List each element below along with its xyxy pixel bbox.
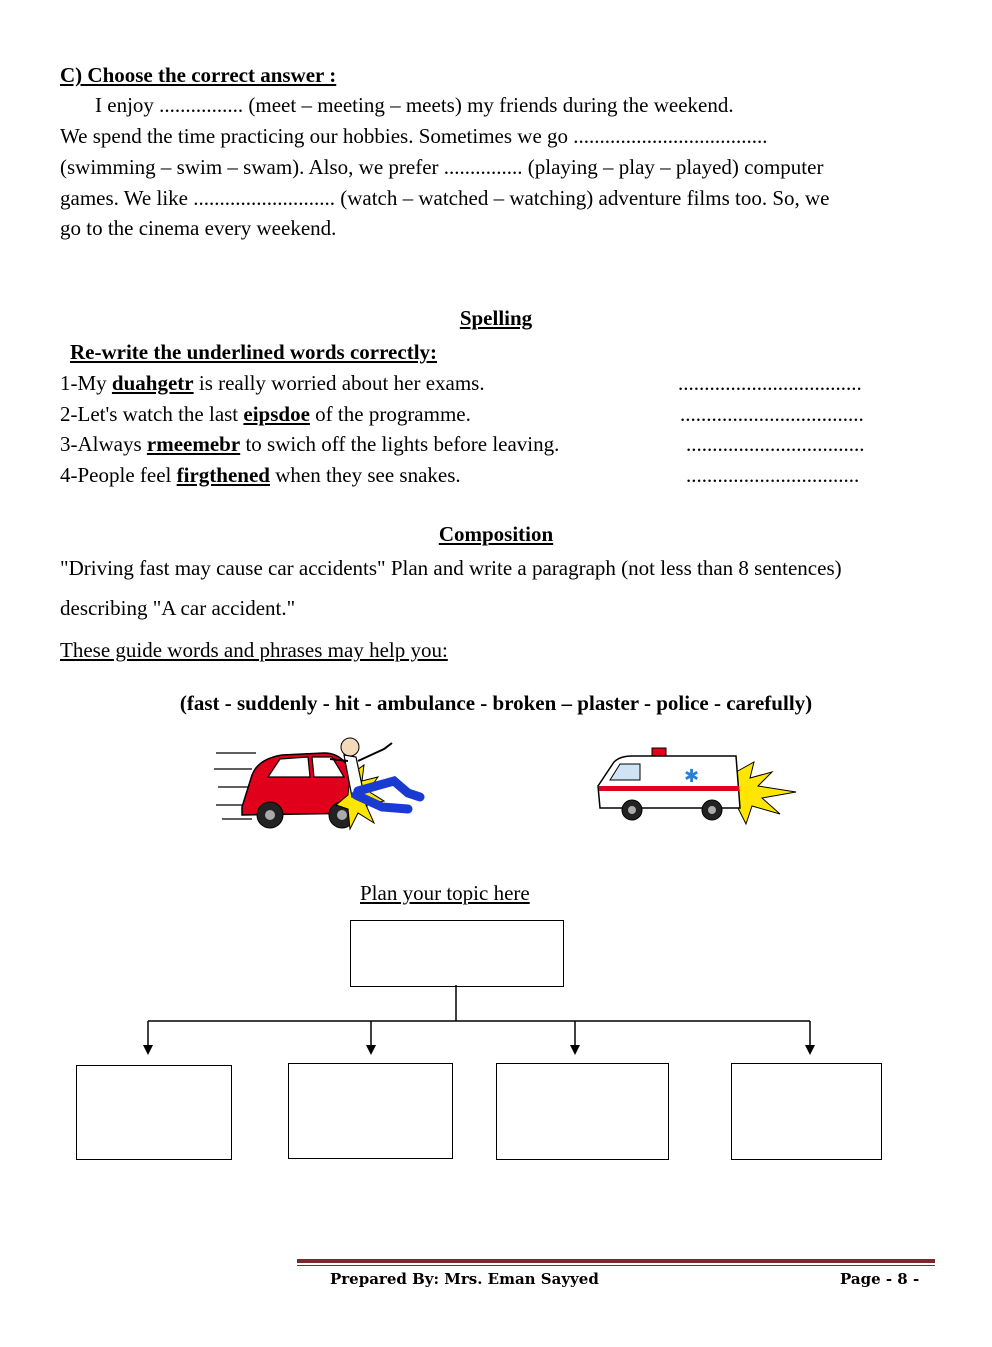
plan-sub-box[interactable] [288, 1063, 453, 1159]
spelling-item-text: to swich off the lights before leaving. [240, 432, 560, 456]
spelling-item [60, 368, 485, 399]
section-c-line: We spend the time practicing our hobbies. Sometimes we go ..................................... [60, 124, 768, 148]
spelling-item-text: is really worried about her exams. [193, 371, 485, 395]
spelling-item [60, 429, 559, 460]
answer-blank[interactable]: ................................... [678, 371, 862, 395]
section-c-line: go to the cinema every weekend. [60, 216, 337, 240]
section-c-line: games. We like ........................... (watch – watched – watching) adventure films too. So, we [60, 186, 830, 210]
plan-label: Plan your topic here [360, 881, 530, 905]
misspelled-word: eipsdoe [243, 402, 310, 426]
footer-rule [297, 1259, 935, 1263]
plan-sub-box[interactable] [496, 1063, 669, 1160]
spelling-item-text: 1-My [60, 371, 112, 395]
plan-main-box[interactable] [350, 920, 564, 987]
guide-label: These guide words and phrases may help you: [60, 638, 448, 662]
composition-heading: Composition [438, 522, 554, 546]
section-c-title: C) Choose the correct answer : [60, 63, 337, 87]
svg-text:✱: ✱ [684, 766, 700, 787]
spelling-item-text: of the programme. [309, 402, 471, 426]
misspelled-word: duahgetr [111, 371, 194, 395]
footer-prepared-by: Prepared By: Mrs. Eman Sayyed [330, 1270, 599, 1288]
answer-blank[interactable]: ................................... [680, 402, 864, 426]
footer-rule-thin [297, 1265, 935, 1266]
spelling-instruction: Re-write the underlined words correctly: [70, 340, 438, 364]
section-c-line: I enjoy ................ (meet – meeting – meets) my friends during the weekend. [95, 93, 734, 117]
spelling-heading: Spelling [459, 306, 533, 330]
section-c-line: (swimming – swim – swam). Also, we prefer ............... (playing – play – played) computer [60, 155, 824, 179]
plan-sub-box[interactable] [76, 1065, 232, 1160]
misspelled-word: rmeemebr [146, 432, 241, 456]
plan-connectors [0, 985, 992, 1057]
guide-words: (fast - suddenly - hit - ambulance - broken – plaster - police - carefully) [179, 691, 813, 715]
footer-page-number: Page - 8 - [840, 1270, 920, 1288]
misspelled-word: firgthened [176, 463, 270, 487]
answer-blank[interactable]: .................................. [686, 432, 865, 456]
spelling-item [60, 460, 461, 491]
composition-prompt: "Driving fast may cause car accidents" Plan and write a paragraph (not less than 8 sentences) [60, 556, 842, 580]
plan-sub-box[interactable] [731, 1063, 882, 1160]
spelling-item-text: 4-People feel [60, 463, 177, 487]
spelling-item-text: 2-Let's watch the last [60, 402, 244, 426]
spelling-item-text: 3-Always [60, 432, 147, 456]
ambulance-image [596, 742, 804, 826]
spelling-item-text: when they see snakes. [269, 463, 461, 487]
composition-prompt: describing "A car accident." [60, 596, 296, 620]
car-accident-image [212, 735, 427, 835]
spelling-item [60, 399, 471, 430]
answer-blank[interactable]: ................................. [686, 463, 860, 487]
